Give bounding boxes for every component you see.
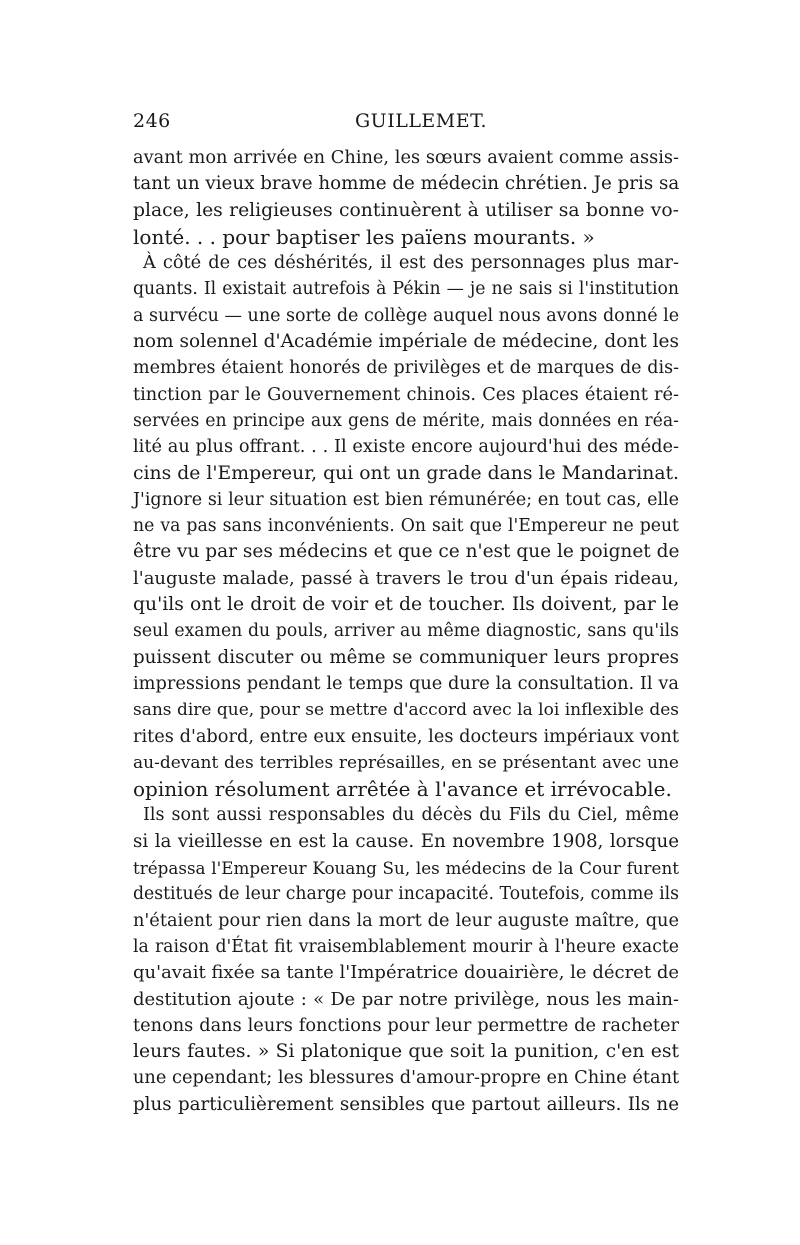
text-line: l'auguste malade, passé à travers le trou d'un épais rideau,: [133, 567, 679, 589]
text-line: plus particulièrement sensibles que partout ailleurs. Ils ne: [133, 1093, 679, 1115]
text-line: membres étaient honorés de privilèges et de marques de dis-: [133, 358, 679, 379]
text-line: destitution ajoute : « De par notre privilège, nous les main-: [133, 988, 679, 1010]
text-line: une cependant; les blessures d'amour-propre en Chine étant: [133, 1068, 680, 1089]
text-line: rites d'abord, entre eux ensuite, les docteurs impériaux vont: [133, 726, 679, 747]
text-line: servées en principe aux gens de mérite, mais données en réa-: [133, 410, 679, 431]
text-line: tinction par le Gouvernement chinois. Ces places étaient ré-: [133, 384, 679, 405]
text-line: la raison d'État fit vraisemblablement mourir à l'heure exacte: [133, 936, 679, 957]
body-text: [133, 145, 679, 1118]
text-line: place, les religieuses continuèrent à utiliser sa bonne vo-: [133, 199, 679, 221]
running-head: [133, 110, 679, 140]
text-line: quants. Il existait autrefois à Pékin — je ne sais si l'institution: [133, 279, 679, 300]
text-line: J'ignore si leur situation est bien rémunérée; en tout cas, elle: [133, 489, 679, 510]
text-line: seul examen du pouls, arriver au même diagnostic, sans qu'ils: [133, 621, 679, 642]
text-line: trépassa l'Empereur Kouang Su, les médecins de la Cour furent: [133, 858, 679, 879]
text-line: être vu par ses médecins et que ce n'est que le poignet de: [133, 541, 680, 563]
text-line: ne va pas sans inconvénients. On sait que l'Empereur ne peut: [133, 516, 679, 537]
text-line: n'étaient pour rien dans la mort de leur auguste maître, que: [133, 910, 679, 931]
running-head-title: GUILLEMET.: [355, 110, 488, 132]
text-line: avant mon arrivée en Chine, les sœurs avaient comme assis-: [133, 148, 679, 168]
text-line: puissent discuter ou même se communiquer leurs propres: [133, 646, 679, 668]
text-line: nom solennel d'Académie impériale de médecine, dont les: [133, 331, 679, 353]
text-line: À côté de ces déshérités, il est des personnages plus mar-: [143, 253, 679, 274]
text-line: destitués de leur charge pour incapacité. Toutefois, comme ils: [133, 884, 679, 905]
text-line: Ils sont aussi responsables du décès du Fils du Ciel, même: [143, 805, 679, 826]
text-line: tant un vieux brave homme de médecin chrétien. Je pris sa: [133, 173, 680, 195]
text-line: cins de l'Empereur, qui ont un grade dans le Mandarinat.: [133, 462, 679, 484]
text-line: opinion résolument arrêtée à l'avance et irrévocable.: [133, 777, 672, 802]
text-line: sans dire que, pour se mettre d'accord avec la loi inflexible des: [133, 700, 679, 721]
page-number: 246: [133, 110, 171, 132]
text-line: a survécu — une sorte de collège auquel nous avons donné le: [133, 305, 680, 326]
text-line: lonté. . . pour baptiser les païens mourants. »: [133, 224, 595, 249]
text-line: impressions pendant le temps que dure la consultation. Il va: [133, 673, 679, 694]
text-line: qu'ils ont le droit de voir et de toucher. Ils doivent, par le: [133, 594, 679, 616]
text-line: leurs fautes. » Si platonique que soit la punition, c'en est: [133, 1041, 679, 1063]
text-line: qu'avait fixée sa tante l'Impératrice douairière, le décret de: [133, 962, 679, 984]
text-line: au-devant des terribles représailles, en se présentant avec une: [133, 752, 679, 773]
text-line: tenons dans leurs fonctions pour leur permettre de racheter: [133, 1015, 679, 1036]
text-line: lité au plus offrant. . . Il existe encore aujourd'hui des méde-: [133, 437, 679, 458]
text-line: si la vieillesse en est la cause. En novembre 1908, lorsque: [133, 830, 679, 852]
